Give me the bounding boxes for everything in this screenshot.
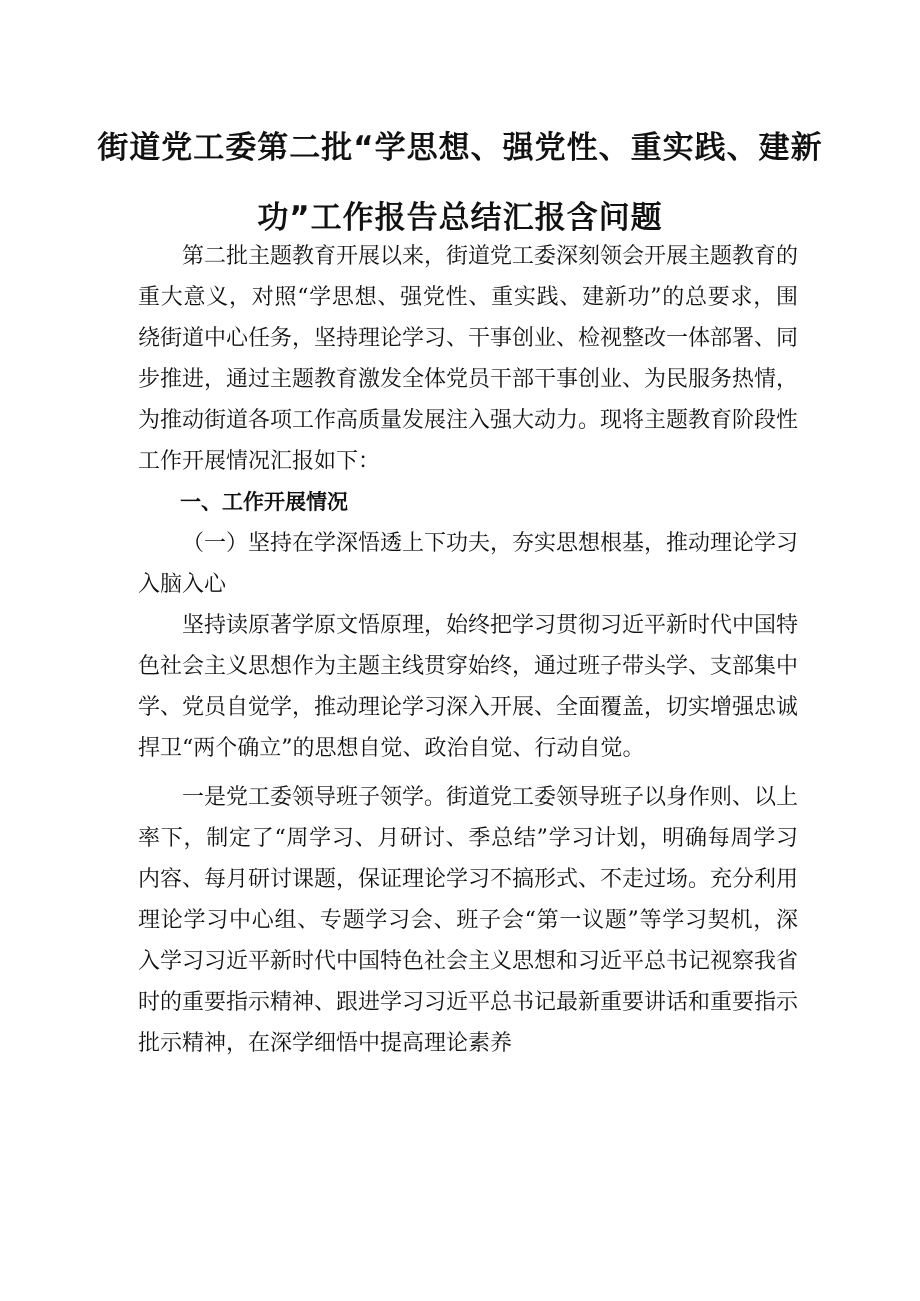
paragraph-gap <box>138 769 798 777</box>
intro-paragraph: 第二批主题教育开展以来，街道党工委深刻领会开展主题教育的重大意义，对照“学思想、强党性、重实践、建新功”的总要求，围绕街道中心任务，坚持理论学习、干事创业、检视整改一体部署、同步推进，通过主题教育激发全体党员干部干事创业、为民服务热情，为推动街道各项工作高质量发展注入强大动力。现将主题教育阶段性工作开展情况汇报如下： <box>138 244 799 474</box>
body-paragraph-2: 坚持读原著学原文悟原理，始终把学习贯彻习近平新时代中国特色社会主义思想作为主题主线贯穿始终，通过班子带头学、支部集中学、党员自觉学，推动理论学习深入开展、全面覆盖，切实增强忠诚捍卫“两个确立”的思想自觉、政治自觉、行动自觉。 <box>138 613 799 761</box>
section-heading-1: 一、工作开展情况 <box>180 490 348 514</box>
subsection-heading-1: （一）坚持在学深悟透上下功夫，夯实思想根基，推动理论学习入脑入心 <box>138 531 799 597</box>
document-body <box>138 236 798 1064</box>
document-title-line-2: 功”工作报告总结汇报含问题 <box>257 200 663 236</box>
document-title-line-1: 街道党工委第二批“学思想、强党性、重实践、建新 <box>97 130 823 166</box>
body-paragraph-3: 一是党工委领导班子领学。街道党工委领导班子以身作则、以上率下，制定了“周学习、月研讨、季总结”学习计划，明确每周学习内容、每月研讨课题，保证理论学习不搞形式、不走过场。充分利用理论学习中心组、专题学习会、班子会“第一议题”等学习契机，深入学习习近平新时代中国特色社会主义思想和习近平总书记视察我省时的重要指示精神、跟进学习习近平总书记最新重要讲话和重要指示批示精神，在深学细悟中提高理论素养 <box>138 785 799 1056</box>
